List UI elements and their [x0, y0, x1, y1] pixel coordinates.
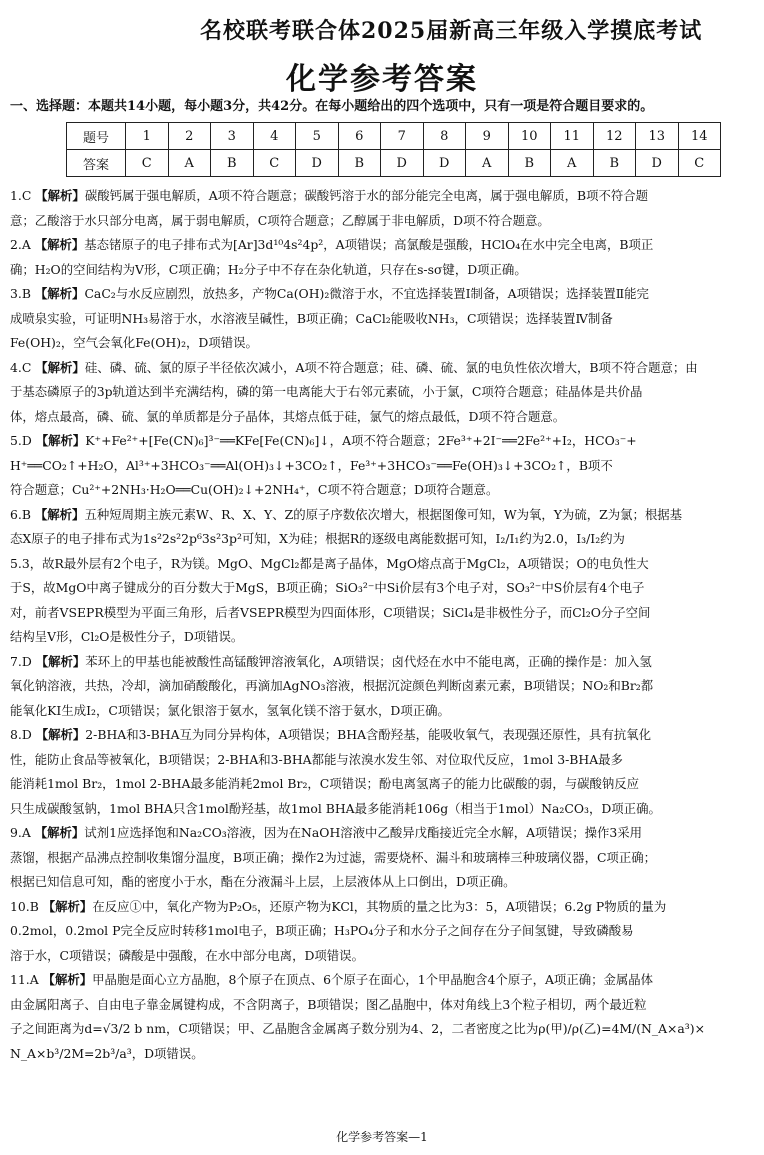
explanation-text: Fe(OH)₂，空气会氧化Fe(OH)₂，D项错误。 — [10, 335, 258, 350]
explanation-line — [10, 674, 752, 699]
analysis-tag: 【解析】 — [35, 188, 85, 203]
explanation-text: 在反应①中，氧化产物为P₂O₅，还原产物为KCl，其物质的量之比为3：5，A项错误；6.2g P物质的量为 — [92, 898, 667, 914]
explanation-line — [10, 503, 752, 528]
explanation-line — [10, 1017, 752, 1042]
explanation-item — [10, 356, 752, 430]
explanation-text: 符合题意；Cu²⁺+2NH₃·H₂O══Cu(OH)₂↓+2NH₄⁺，C项不符合题意；D项符合题意。 — [10, 482, 499, 497]
question-label: 2.A — [10, 237, 31, 252]
explanation-line — [10, 919, 752, 944]
question-label: 9.A — [10, 825, 31, 840]
explanation-item — [10, 503, 752, 650]
explanation-item — [10, 968, 752, 1066]
answer-cell: C — [253, 150, 296, 177]
question-number: 1 — [126, 123, 169, 150]
explanation-text: 能消耗1mol Br₂，1mol 2-BHA最多能消耗2mol Br₂，C项错误；酚电离氢离子的能力比碳酸的弱，与碳酸钠反应 — [10, 776, 640, 791]
explanation-line — [10, 184, 752, 209]
explanation-text: 只生成碳酸氢钠，1mol BHA只含1mol酚羟基，故1mol BHA最多能消耗106g（相当于1mol）Na₂CO₃，D项正确。 — [10, 800, 661, 816]
analysis-tag: 【解析】 — [34, 506, 85, 522]
explanation-line — [10, 307, 752, 332]
answer-table-number-row — [67, 123, 721, 150]
explanation-text: 性，能防止食品等被氧化，B项错误；2-BHA和3-BHA都能与浓溴水发生邻、对位取代反应，1mol 3-BHA最多 — [10, 751, 623, 767]
analysis-tag: 【解析】 — [42, 972, 93, 987]
explanation-text: 五种短周期主族元素W、R、X、Y、Z的原子序数依次增大，根据图像可知，W为氧，Y为硫，Z为氯；根据基 — [84, 506, 683, 522]
analysis-tag: 【解析】 — [35, 727, 86, 742]
explanation-line — [10, 258, 752, 283]
question-label: 5.D — [10, 433, 32, 448]
explanation-line — [10, 1042, 752, 1067]
explanation-item — [10, 233, 752, 282]
question-number: 10 — [508, 123, 551, 150]
explanation-line — [10, 454, 752, 479]
explanation-line — [10, 331, 752, 356]
explanation-text: 蒸馏，根据产品沸点控制收集馏分温度，B项正确；操作2为过滤，需要烧杯、漏斗和玻璃棒三种玻璃仪器，C项正确； — [10, 849, 656, 865]
answer-cell: D — [381, 150, 424, 177]
question-number: 8 — [423, 123, 466, 150]
question-label: 8.D — [10, 727, 32, 742]
analysis-tag: 【解析】 — [42, 898, 93, 914]
question-number: 6 — [338, 123, 381, 150]
explanation-text: 子之间距离为d=√3/2 b nm，C项错误；甲、乙晶胞含金属离子数分别为4、2，二者密度之比为ρ(甲)/ρ(乙)=4M/(N_A×a³)× — [10, 1021, 705, 1036]
analysis-tag: 【解析】 — [34, 237, 85, 252]
explanation-text: 基态锗原子的电子排布式为[Ar]3d¹⁰4s²4p²，A项错误；高氯酸是强酸，HClO₄在水中完全电离，B项正 — [84, 237, 654, 252]
document-title: 化学参考答案 — [286, 62, 478, 97]
question-label: 11.A — [10, 972, 39, 987]
explanation-line — [10, 993, 752, 1018]
explanation-line — [10, 723, 752, 748]
answer-cell: C — [126, 150, 169, 177]
question-number: 5 — [296, 123, 339, 150]
question-number: 7 — [381, 123, 424, 150]
explanation-item — [10, 723, 752, 821]
explanation-line — [10, 895, 752, 920]
question-number: 2 — [168, 123, 211, 150]
question-label: 7.D — [10, 653, 32, 669]
analysis-tag: 【解析】 — [35, 433, 86, 448]
table-row-label: 答案 — [67, 150, 126, 177]
explanation-item — [10, 650, 752, 724]
page-footer: 化学参考答案—1 — [336, 1130, 428, 1144]
answer-cell: A — [168, 150, 211, 177]
explanation-line — [10, 650, 752, 675]
explanation-text: 5.3，故R最外层有2个电子，R为镁。MgO、MgCl₂都是离子晶体，MgO熔点高于MgCl₂，A项错误；O的电负性大 — [10, 555, 649, 571]
explanation-line — [10, 625, 752, 650]
question-number: 13 — [636, 123, 679, 150]
explanation-line — [10, 968, 752, 993]
analysis-tag: 【解析】 — [35, 359, 85, 375]
answer-cell: A — [551, 150, 594, 177]
question-label: 10.B — [10, 898, 39, 914]
explanation-item — [10, 184, 752, 233]
explanations-list — [10, 184, 752, 1066]
analysis-tag: 【解析】 — [34, 286, 85, 301]
answer-cell: D — [296, 150, 339, 177]
explanation-line — [10, 944, 752, 969]
question-number: 14 — [678, 123, 721, 150]
explanation-text: 确；H₂O的空间结构为V形，C项正确；H₂分子中不存在杂化轨道，只存在s-sσ键，D项正确。 — [10, 261, 527, 277]
question-number: 3 — [211, 123, 254, 150]
explanation-text: K⁺+Fe²⁺+[Fe(CN)₆]³⁻══KFe[Fe(CN)₆]↓，A项不符合题意；2Fe³⁺+2I⁻══2Fe²⁺+I₂，HCO₃⁻+ — [85, 433, 637, 448]
explanation-line — [10, 233, 752, 258]
explanation-line — [10, 846, 752, 871]
explanation-text: 意；乙酸溶于水只部分电离，属于弱电解质，C项符合题意；乙醇属于非电解质，D项不符合题意。 — [10, 212, 550, 228]
question-label: 4.C — [10, 359, 32, 375]
answer-table — [66, 122, 721, 177]
explanation-text: 态X原子的电子排布式为1s²2s²2p⁶3s²3p²可知，X为硅；根据R的逐级电离能数据可知，I₂/I₁约为2.0，I₃/I₂约为 — [10, 531, 625, 546]
section-heading: 一、选择题：本题共14小题，每小题3分，共42分。在每小题给出的四个选项中，只有一项是符合题目要求的。 — [10, 99, 654, 114]
answer-cell: B — [211, 150, 254, 177]
explanation-text: CaC₂与水反应剧烈，放热多，产物Ca(OH)₂微溶于水，不宜选择装置Ⅰ制备，A项错误；选择装置Ⅱ能完 — [84, 286, 649, 301]
explanation-text: 结构呈V形，Cl₂O是极性分子，D项错误。 — [10, 629, 244, 644]
answer-table-answer-row — [67, 150, 721, 177]
explanation-line — [10, 380, 752, 405]
explanation-text: 成喷泉实验，可证明NH₃易溶于水，水溶液呈碱性，B项正确；CaCl₂能吸收NH₃，C项错误；选择装置Ⅳ制备 — [10, 310, 613, 326]
explanation-text: 体，熔点最高，磷、硫、氯的单质都是分子晶体，其熔点低于硅，氯气的熔点最低，D项不符合题意。 — [10, 408, 566, 424]
explanation-item — [10, 429, 752, 503]
explanation-text: 苯环上的甲基也能被酸性高锰酸钾溶液氧化，A项错误；卤代烃在水中不能电离，正确的操作是：加入氢 — [85, 653, 652, 669]
explanation-text: N_A×b³/2M=2b³/a³，D项错误。 — [10, 1045, 204, 1061]
explanation-text: 甲晶胞是面心立方晶胞，8个原子在顶点、6个原子在面心，1个甲晶胞含4个原子，A项正确；金属晶体 — [92, 972, 654, 987]
explanation-item — [10, 821, 752, 895]
explanation-text: 0.2mol，0.2mol P完全反应时转移1mol电子，B项正确；H₃PO₄分子和水分子之间存在分子间氢键，导致磷酸易 — [10, 923, 634, 938]
answer-cell: D — [636, 150, 679, 177]
answer-cell: D — [423, 150, 466, 177]
answer-cell: B — [508, 150, 551, 177]
explanation-text: 2-BHA和3-BHA互为同分异构体，A项错误；BHA含酚羟基，能吸收氧气，表现强还原性，具有抗氧化 — [85, 727, 652, 742]
analysis-tag: 【解析】 — [34, 825, 85, 840]
explanation-line — [10, 552, 752, 577]
explanation-text: 能氧化KI生成I₂，C项错误；氯化银溶于氨水，氢氧化镁不溶于氨水，D项正确。 — [10, 702, 450, 718]
explanation-text: 对，前者VSEPR模型为平面三角形，后者VSEPR模型为四面体形，C项错误；SiCl₄是非极性分子，而Cl₂O分子空间 — [10, 604, 651, 620]
explanation-line — [10, 209, 752, 234]
explanation-line — [10, 405, 752, 430]
explanation-line — [10, 821, 752, 846]
explanation-item — [10, 895, 752, 969]
explanation-line — [10, 282, 752, 307]
explanation-line — [10, 601, 752, 626]
answer-cell: C — [678, 150, 721, 177]
exam-title: 名校联考联合体2025届新高三年级入学摸底考试 — [200, 18, 703, 44]
explanation-text: 溶于水，C项错误；磷酸是中强酸，在水中部分电离，D项错误。 — [10, 947, 364, 963]
explanation-line — [10, 356, 752, 381]
explanation-line — [10, 478, 752, 503]
explanation-line — [10, 870, 752, 895]
explanation-text: 由金属阳离子、自由电子靠金属键构成，不含阴离子，B项错误；图乙晶胞中，体对角线上3个粒子相切，两个最近粒 — [10, 996, 647, 1012]
answer-cell: A — [466, 150, 509, 177]
answer-cell: B — [593, 150, 636, 177]
explanation-line — [10, 527, 752, 552]
question-label: 6.B — [10, 506, 31, 522]
explanation-line — [10, 429, 752, 454]
question-number: 11 — [551, 123, 594, 150]
explanation-text: 于基态磷原子的3p轨道达到半充满结构，磷的第一电离能大于右邻元素硫，小于氯，C项符合题意；硅晶体是共价晶 — [10, 384, 643, 399]
explanation-line — [10, 699, 752, 724]
question-label: 1.C — [10, 188, 32, 203]
explanation-text: 硅、磷、硫、氯的原子半径依次减小，A项不符合题意；硅、磷、硫、氯的电负性依次增大，B项不符合题意；由 — [84, 359, 698, 375]
question-number: 12 — [593, 123, 636, 150]
answer-cell: B — [338, 150, 381, 177]
explanation-text: 碳酸钙属于强电解质，A项不符合题意；碳酸钙溶于水的部分能完全电离，属于强电解质，B项不符合题 — [84, 188, 649, 203]
question-label: 3.B — [10, 286, 31, 301]
explanation-line — [10, 576, 752, 601]
explanation-line — [10, 748, 752, 773]
explanation-line — [10, 797, 752, 822]
explanation-text: H⁺══CO₂↑+H₂O，Al³⁺+3HCO₃⁻══Al(OH)₃↓+3CO₂↑，Fe³⁺+3HCO₃⁻══Fe(OH)₃↓+3CO₂↑，B项不 — [10, 457, 613, 473]
explanation-line — [10, 772, 752, 797]
explanation-text: 于S，故MgO中离子键成分的百分数大于MgS，B项正确；SiO₃²⁻中Si价层有3个电子对，SO₃²⁻中S价层有4个电子 — [10, 580, 645, 595]
table-row-label: 题号 — [67, 123, 126, 150]
explanation-text: 根据已知信息可知，酯的密度小于水，酯在分液漏斗上层，上层液体从上口倒出，D项正确。 — [10, 874, 516, 889]
explanation-text: 氧化钠溶液，共热，冷却，滴加硝酸酸化，再滴加AgNO₃溶液，根据沉淀颜色判断卤素元素，B项错误；NO₂和Br₂都 — [10, 678, 654, 693]
explanation-item — [10, 282, 752, 356]
question-number: 4 — [253, 123, 296, 150]
analysis-tag: 【解析】 — [35, 653, 86, 669]
explanation-text: 试剂1应选择饱和Na₂CO₃溶液，因为在NaOH溶液中乙酸异戊酯接近完全水解，A项错误；操作3采用 — [84, 825, 643, 840]
question-number: 9 — [466, 123, 509, 150]
